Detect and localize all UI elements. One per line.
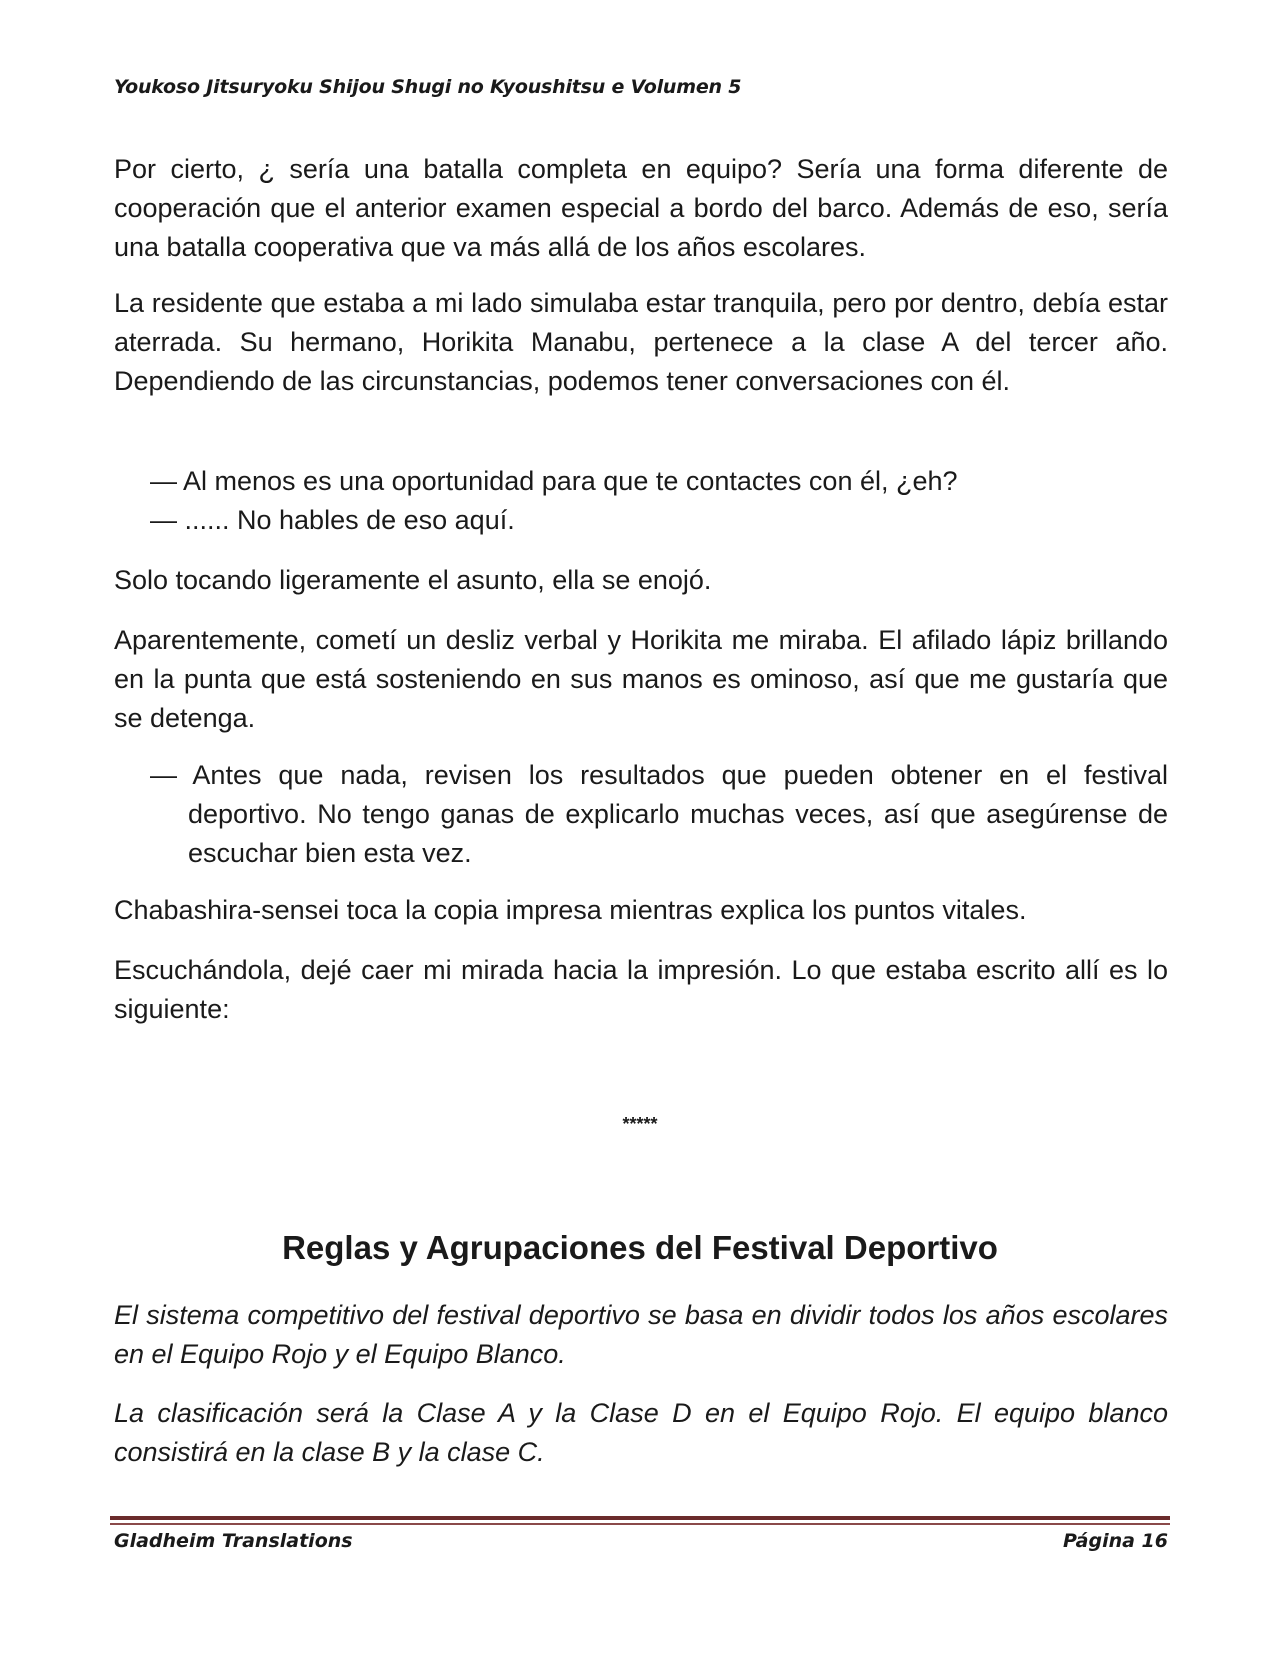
paragraph-5: Chabashira-sensei toca la copia impresa mientras explica los puntos vitales. <box>114 895 1027 925</box>
footer-rule <box>110 1516 1170 1520</box>
section-paragraph-2: La clasificación será la Clase A y la Clase D en el Equipo Rojo. El equipo blanco consistirá en la clase B y la clase C. <box>114 1398 1168 1467</box>
running-header: Youkoso Jitsuryoku Shijou Shugi no Kyoushitsu e Volumen 5 <box>114 76 742 98</box>
paragraph-4: Aparentemente, cometí un desliz verbal y Horikita me miraba. El afilado lápiz brillando en la punta que está sosteniendo en sus manos es ominoso, así que me gustaría que se detenga. <box>114 625 1168 733</box>
paragraph-3: Solo tocando ligeramente el asunto, ella se enojó. <box>114 565 712 595</box>
footer-publisher: Gladheim Translations <box>114 1530 353 1552</box>
paragraph-6: Escuchándola, dejé caer mi mirada hacia la impresión. Lo que estaba escrito allí es lo siguiente: <box>114 955 1168 1024</box>
section-title: Reglas y Agrupaciones del Festival Deportivo <box>282 1229 998 1266</box>
scene-break: ***** <box>622 1114 658 1134</box>
paragraph-1: Por cierto, ¿ sería una batalla completa en equipo? Sería una forma diferente de cooperación que el anterior examen especial a bordo del barco. Además de eso, sería una batalla cooperativa que va más allá de los años escolares. <box>114 154 1168 262</box>
footer-page-number: Página 16 <box>1062 1530 1168 1552</box>
paragraph-2: La residente que estaba a mi lado simulaba estar tranquila, pero por dentro, debía estar aterrada. Su hermano, Horikita Manabu, pertenece a la clase A del tercer año. Dependiendo de las circunstancias, podemos tener conversaciones con él. <box>114 288 1168 396</box>
dialogue-line-3: — Antes que nada, revisen los resultados que pueden obtener en el festival deportivo. No tengo ganas de explicarlo muchas veces, así que asegúrense de escuchar bien esta vez. <box>150 760 1168 868</box>
section-paragraph-1: El sistema competitivo del festival deportivo se basa en dividir todos los años escolares en el Equipo Rojo y el Equipo Blanco. <box>114 1300 1168 1369</box>
dialogue-line-2: — ...... No hables de eso aquí. <box>150 505 515 535</box>
footer-rule-thin <box>110 1523 1170 1525</box>
dialogue-line-1: — Al menos es una oportunidad para que te contactes con él, ¿eh? <box>150 466 958 496</box>
